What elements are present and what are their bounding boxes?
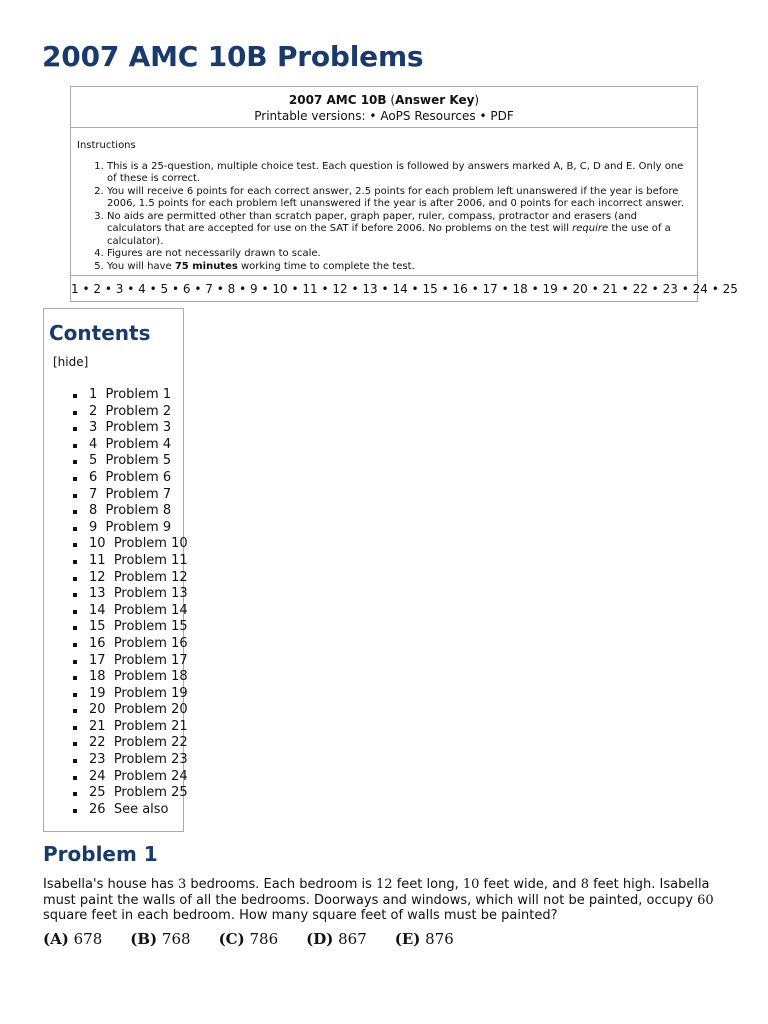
toc-item-label: Problem 2 [105, 403, 172, 419]
toc-item[interactable] [69, 387, 183, 404]
toc-item-label: Problem 17 [113, 652, 188, 668]
toc-item-label: Problem 20 [113, 702, 188, 718]
problem-number-link[interactable]: 7 [205, 282, 213, 296]
problem-number-link[interactable]: 18 [512, 282, 528, 296]
toc-item-number: 1 [89, 387, 98, 402]
answer-choice [43, 930, 102, 948]
toc-item-number: 23 [89, 752, 106, 768]
toc-item-number: 24 [89, 768, 106, 784]
answer-choice-letter: (D) [306, 930, 334, 948]
toc-item-label: Problem 24 [113, 768, 188, 784]
toc-item[interactable] [69, 420, 183, 437]
toc-item-number: 19 [89, 685, 106, 701]
table-of-contents [43, 308, 188, 832]
toc-item-label: Problem 18 [113, 669, 188, 685]
toc-item-label: Problem 13 [113, 586, 188, 602]
toc-item-number: 3 [89, 420, 98, 436]
toc-item[interactable] [69, 470, 183, 487]
problem-number-link[interactable]: 8 [227, 282, 236, 296]
toc-item-number: 16 [89, 635, 106, 651]
toc-item-label: Problem 23 [113, 752, 188, 768]
pdf-link[interactable]: PDF [490, 109, 514, 123]
toc-item-label: Problem 10 [113, 536, 188, 552]
problem-number-link[interactable]: 14 [392, 282, 408, 296]
answer-choice [219, 930, 279, 948]
instruction-item: 3. No aids are permitted other than scratch paper, graph paper, ruler, compass, protractor and erasers (and calculators that are accepted for use on the SAT if before 2006. No problems on the test will require the use of a calculator). [107, 211, 689, 249]
toc-item-label: Problem 15 [113, 619, 188, 635]
answer-choice-value: 678 [73, 930, 103, 948]
toc-item[interactable] [69, 652, 188, 670]
answer-choice-letter: (E) [394, 930, 421, 948]
toc-item-number: 13 [89, 586, 106, 602]
toc-item-number: 15 [89, 619, 106, 635]
toc-item[interactable] [69, 586, 188, 603]
toc-item[interactable] [69, 752, 188, 769]
toc-item-label: Problem 8 [105, 503, 172, 519]
toc-item-number: 17 [89, 652, 106, 668]
toc-item-label: Problem 25 [113, 785, 188, 801]
answer-choice [130, 930, 190, 948]
toc-item-number: 9 [89, 519, 98, 535]
toc-item-number: 25 [89, 785, 106, 801]
problem-number-link[interactable]: 2 [93, 282, 102, 296]
toc-item-label: Problem 22 [113, 735, 188, 751]
toc-item-number: 8 [89, 503, 98, 519]
answer-choice-letter: (A) [43, 930, 69, 948]
toc-item[interactable] [69, 768, 188, 786]
toc-item[interactable] [69, 635, 188, 653]
instruction-item: 1. This is a 25-question, multiple choice test. Each question is followed by answers marked A, B, C, D and E. Only one of these is correct. [107, 161, 689, 186]
toc-item-label: Problem 5 [105, 453, 172, 469]
problem-number-link[interactable]: 16 [452, 282, 468, 296]
toc-item-label: Problem 12 [113, 569, 188, 585]
problem-number-link[interactable]: 12 [332, 282, 348, 296]
problem-number-link[interactable]: 25 [722, 282, 738, 296]
answer-choice-value: 876 [425, 930, 454, 948]
toc-item-number: 18 [89, 669, 106, 685]
toc-item-number: 11 [89, 552, 106, 568]
answer-choices [43, 930, 482, 948]
problem-number-link[interactable]: 22 [632, 282, 648, 296]
problem-number-link[interactable]: 4 [138, 282, 146, 296]
instructions-section [71, 128, 697, 276]
toc-item[interactable] [69, 669, 188, 686]
problem-number-link[interactable]: 3 [115, 282, 124, 296]
toc-item-number: 2 [89, 403, 98, 419]
toc-item-number: 12 [89, 569, 106, 585]
problem-number-nav: 1 • 2 • 3 • 4 • 5 • 6 • 7 • 8 • 9 • 10 • 11 • 12 • 13 • 14 • 15 • 16 • 17 • 18 • 19 • 20 • 21 • 22 • 23 • 24 • 25 [71, 282, 738, 296]
printable-label: Printable versions: [254, 109, 366, 123]
toc-item-label: Problem 7 [105, 486, 172, 502]
toc-item-number: 20 [89, 702, 106, 718]
problem-1-text: Isabella's house has 3 bedrooms. Each bedroom is 12 feet long, 10 feet wide, and 8 feet high. Isabella must paint the walls of all the bedrooms. Doorways and windows, which will not be painted, occupy 60 square feet in each bedroom. How many square feet of walls must be painted? [43, 877, 714, 923]
toc-item[interactable] [69, 802, 183, 819]
toc-item[interactable] [69, 437, 183, 454]
toc-item-number: 6 [89, 469, 98, 485]
instructions-heading: Instructions [77, 140, 136, 151]
toc-item-label: Problem 9 [105, 519, 172, 535]
toc-item-number: 22 [89, 735, 106, 751]
toc-item-label: Problem 16 [113, 635, 188, 651]
problem-number-link[interactable]: 5 [160, 282, 169, 296]
toc-item-label: Problem 14 [113, 602, 188, 618]
problem-number-link[interactable]: 24 [692, 282, 708, 296]
problem-number-link[interactable]: 13 [362, 282, 378, 296]
answer-choice [306, 930, 367, 948]
page-title: 2007 AMC 10B Problems [42, 40, 424, 73]
answer-choice-letter: (B) [130, 930, 158, 948]
test-name: 2007 AMC 10B [288, 93, 387, 107]
toc-item-label: Problem 19 [113, 685, 188, 701]
problem-number-link[interactable]: 20 [572, 282, 588, 296]
problem-number-link[interactable]: 17 [482, 282, 498, 296]
answer-choice-value: 786 [249, 930, 279, 948]
toc-item[interactable] [69, 602, 188, 620]
toc-item[interactable] [69, 735, 188, 752]
toc-item[interactable] [69, 520, 183, 537]
problem-number-link[interactable]: 9 [250, 282, 258, 296]
toc-item-label: Problem 6 [105, 469, 172, 485]
toc-item-label: Problem 3 [105, 420, 172, 436]
toc-item-number: 10 [89, 536, 106, 552]
answer-choice-letter: (C) [218, 930, 245, 948]
toc-item-number: 4 [89, 436, 98, 452]
problem-number-link[interactable]: 11 [302, 282, 318, 296]
instruction-item: 2. You will receive 6 points for each correct answer, 2.5 points for each problem left unanswered if the year is before 2006, 1.5 points for each problem left unanswered if the year is after 2006, and 0 points for each incorrect answer. [107, 186, 689, 211]
instructions-list [77, 161, 689, 274]
problem-number-link[interactable]: 23 [662, 282, 678, 296]
toc-item-number: 5 [89, 453, 98, 469]
toc-item-label: Problem 21 [113, 718, 188, 734]
toc-item-number: 14 [89, 602, 106, 618]
toc-item-number: 26 [89, 801, 106, 817]
printable-versions-line: Printable versions: • AoPS Resources • PDF [254, 109, 514, 123]
aops-resources-link[interactable]: AoPS Resources [380, 109, 476, 123]
toc-item-number: 7 [89, 486, 98, 502]
toc-item-number: 21 [89, 718, 106, 734]
toc-item[interactable] [69, 785, 188, 802]
problem-number-link[interactable]: 21 [602, 282, 618, 296]
toc-item[interactable] [69, 503, 183, 520]
toc-item[interactable] [69, 487, 183, 504]
problem-number-link[interactable]: 15 [422, 282, 438, 296]
problem-number-link[interactable]: 10 [272, 282, 288, 296]
problem-number-link[interactable]: 19 [542, 282, 558, 296]
header-top [71, 87, 697, 128]
problem-number-link[interactable]: 6 [182, 282, 191, 296]
toc-item-label: See also [113, 801, 169, 817]
answer-key-link[interactable]: Answer Key [395, 93, 475, 107]
toc-item[interactable] [69, 552, 188, 570]
toc-item[interactable] [69, 718, 188, 736]
toc-item-label: Problem 11 [113, 552, 188, 568]
problem-1-heading: Problem 1 [43, 842, 158, 866]
toc-title: Contents [49, 321, 151, 345]
answer-choice-value: 867 [338, 930, 367, 948]
toc-hide-toggle[interactable]: [hide] [53, 355, 89, 369]
test-header-box [70, 86, 738, 302]
toc-item[interactable] [69, 619, 188, 636]
toc-item[interactable] [69, 453, 183, 470]
toc-item-label: Problem 1 [105, 387, 172, 402]
toc-item[interactable] [69, 569, 188, 587]
toc-item-label: Problem 4 [105, 436, 172, 452]
instruction-item: 4. Figures are not necessarily drawn to scale. [107, 248, 689, 261]
toc-item[interactable] [69, 404, 183, 421]
answer-choice-value: 768 [161, 930, 191, 948]
toc-item[interactable] [69, 536, 188, 553]
toc-item[interactable] [69, 702, 188, 719]
toc-list [49, 387, 188, 818]
answer-choice [395, 930, 454, 948]
test-name-line: 2007 AMC 10B (Answer Key) [288, 93, 480, 107]
problem-number-link[interactable]: 1 [71, 282, 79, 296]
instruction-item: 5. You will have 75 minutes working time to complete the test. [107, 261, 689, 274]
toc-item[interactable] [69, 685, 188, 703]
